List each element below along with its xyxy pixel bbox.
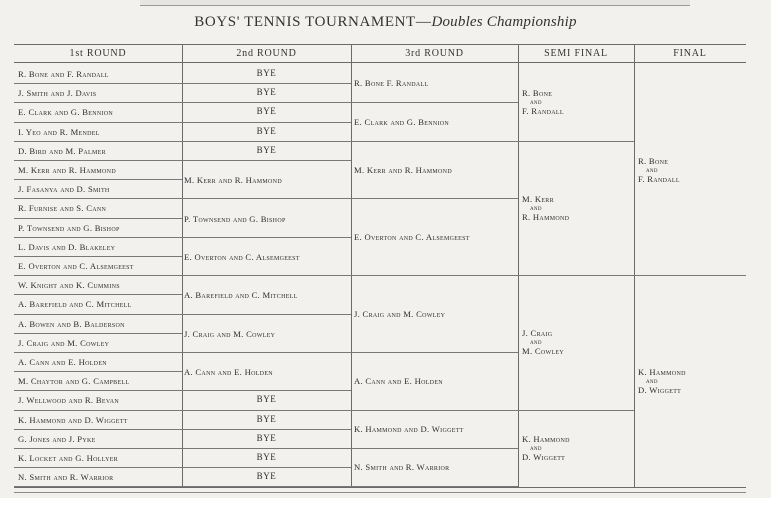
round-2-winner: M. Kerr and R. Hammond <box>184 175 282 185</box>
round-1-entry: E. Clark and G. Bennion <box>18 107 114 117</box>
semi-final-winner <box>522 434 632 462</box>
header-rule <box>14 62 746 63</box>
bracket-rule <box>518 141 634 142</box>
player-name: D. Wiggett <box>522 452 566 462</box>
round-3-winner: E. Clark and G. Bennion <box>354 117 450 127</box>
bracket-rule <box>14 486 182 487</box>
semi-final-winner <box>522 194 632 222</box>
round-3-winner: M. Kerr and R. Hammond <box>354 165 452 175</box>
round-1-entry: E. Overton and C. Alsemgeest <box>18 261 134 271</box>
round-2-bye: BYE <box>256 433 277 443</box>
round-1-entry: W. Knight and K. Cummins <box>18 280 120 290</box>
bracket-rule <box>351 198 518 199</box>
round-1-entry: N. Smith and R. Warrior <box>18 472 114 482</box>
player-name: D. Wiggett <box>638 385 682 395</box>
bracket-rule <box>518 275 634 276</box>
semi-final-winner <box>522 328 632 356</box>
bracket-rule <box>634 275 746 276</box>
bracket-rule <box>351 410 518 411</box>
bracket-rule <box>14 218 182 219</box>
bracket-rule <box>182 237 351 238</box>
round-1-entry: J. Fasanya and D. Smith <box>18 184 110 194</box>
player-name: J. Craig <box>522 328 553 338</box>
bracket-rule <box>14 429 182 430</box>
title-dash: — <box>415 14 432 30</box>
column-divider <box>182 45 183 487</box>
bracket-rule <box>14 371 182 372</box>
round-1-entry: A. Barefield and C. Mitchell <box>18 299 132 309</box>
bracket-rule <box>14 102 182 103</box>
round-2-winner: A. Barefield and C. Mitchell <box>184 290 298 300</box>
column-divider <box>518 45 519 487</box>
round-1-entry: I. Yeo and R. Mendel <box>18 127 100 137</box>
bracket-rule <box>182 410 351 411</box>
bracket-rule <box>182 352 351 353</box>
round-2-bye: BYE <box>256 126 277 136</box>
semi-final-winner <box>522 88 632 116</box>
bracket-rule <box>182 448 351 449</box>
column-divider <box>634 45 635 487</box>
bracket-rule <box>182 467 351 468</box>
title-main: BOYS' TENNIS TOURNAMENT <box>194 14 416 30</box>
round-2-winner: J. Craig and M. Cowley <box>184 329 276 339</box>
player-name: K. Hammond <box>522 434 570 444</box>
final-winner <box>638 367 744 395</box>
and-word: and <box>646 165 658 174</box>
round-1-entry: M. Kerr and R. Hammond <box>18 165 116 175</box>
bracket-rule <box>182 486 351 487</box>
bracket-rule <box>351 486 518 487</box>
bracket-rule <box>14 467 182 468</box>
bracket-rule <box>182 141 351 142</box>
bracket-rule <box>14 198 182 199</box>
round-1-entry: M. Chaytor and G. Campbell <box>18 376 130 386</box>
round-2-bye: BYE <box>256 106 277 116</box>
and-word: and <box>530 443 542 452</box>
bracket-rule <box>14 237 182 238</box>
and-word: and <box>646 376 658 385</box>
header-final: FINAL <box>673 48 707 59</box>
player-name: F. Randall <box>522 106 564 116</box>
bracket-rule <box>14 333 182 334</box>
round-1-entry: A. Bowen and B. Balderson <box>18 319 125 329</box>
round-3-winner: J. Craig and M. Cowley <box>354 309 446 319</box>
and-word: and <box>530 203 542 212</box>
player-name: R. Bone <box>522 88 553 98</box>
round-1-entry: R. Furnise and S. Cann <box>18 203 107 213</box>
round-2-bye: BYE <box>256 394 277 404</box>
round-1-entry: J. Wellwood and R. Bevan <box>18 395 119 405</box>
player-name: M. Cowley <box>522 346 565 356</box>
bracket-rule <box>182 122 351 123</box>
bottom-rule <box>14 492 746 493</box>
bracket-rule <box>182 429 351 430</box>
round-1-entry: J. Craig and M. Cowley <box>18 338 110 348</box>
round-2-winner: E. Overton and C. Alsemgeest <box>184 252 300 262</box>
title-subtitle: Doubles Championship <box>431 14 577 30</box>
bracket-rule <box>351 102 518 103</box>
bracket-rule <box>182 314 351 315</box>
round-2-winner: P. Townsend and G. Bishop <box>184 214 286 224</box>
player-name: F. Randall <box>638 174 680 184</box>
previous-page-edge <box>140 0 690 6</box>
bracket-rule <box>518 410 634 411</box>
round-2-bye: BYE <box>256 452 277 462</box>
bracket-rule <box>182 102 351 103</box>
round-2-bye: BYE <box>256 414 277 424</box>
bracket-rule <box>182 160 351 161</box>
bracket-rule <box>14 390 182 391</box>
round-1-entry: J. Smith and J. Davis <box>18 88 97 98</box>
round-1-entry: D. Bird and M. Palmer <box>18 146 106 156</box>
round-1-entry: R. Bone and F. Randall <box>18 69 109 79</box>
round-2-bye: BYE <box>256 145 277 155</box>
bracket-rule <box>182 390 351 391</box>
player-name: R. Bone <box>638 156 669 166</box>
bracket-rule <box>14 179 182 180</box>
round-2-bye: BYE <box>256 68 277 78</box>
round-3-winner: K. Hammond and D. Wiggett <box>354 424 464 434</box>
round-2-winner: A. Cann and E. Holden <box>184 367 273 377</box>
round-3-winner: N. Smith and R. Warrior <box>354 462 450 472</box>
round-1-entry: P. Townsend and G. Bishop <box>18 223 120 233</box>
round-1-entry: G. Jones and J. Pyke <box>18 434 96 444</box>
bracket-rule <box>351 141 518 142</box>
round-3-winner: R. Bone F. Randall <box>354 78 429 88</box>
bracket-rule <box>14 83 182 84</box>
round-1-entry: L. Davis and D. Blakeley <box>18 242 116 252</box>
bracket-rule <box>351 448 518 449</box>
and-word: and <box>530 97 542 106</box>
player-name: K. Hammond <box>638 367 686 377</box>
header-round-1: 1st ROUND <box>69 48 127 59</box>
bracket-rule <box>14 352 182 353</box>
bracket-rule <box>14 141 182 142</box>
bracket-rule <box>14 275 182 276</box>
tournament-bracket <box>14 44 746 488</box>
header-round-3: 3rd ROUND <box>405 48 464 59</box>
bracket-rule <box>14 160 182 161</box>
bracket-rule <box>14 314 182 315</box>
round-2-bye: BYE <box>256 87 277 97</box>
page-margin <box>0 498 771 522</box>
bracket-rule <box>14 294 182 295</box>
page-title <box>0 14 771 31</box>
bracket-rule <box>351 275 518 276</box>
header-round-2: 2nd ROUND <box>236 48 297 59</box>
bracket-rule <box>14 448 182 449</box>
round-3-winner: A. Cann and E. Holden <box>354 376 443 386</box>
final-winner <box>638 156 744 184</box>
bracket-rule <box>14 410 182 411</box>
player-name: M. Kerr <box>522 194 554 204</box>
round-1-entry: K. Hammond and D. Wiggett <box>18 415 128 425</box>
bracket-rule <box>182 83 351 84</box>
round-1-entry: K. Locket and G. Hollyer <box>18 453 119 463</box>
bracket-rule <box>14 256 182 257</box>
bracket-rule <box>14 122 182 123</box>
round-2-bye: BYE <box>256 471 277 481</box>
bracket-rule <box>182 198 351 199</box>
bracket-rule <box>182 275 351 276</box>
bracket-rule <box>351 352 518 353</box>
round-1-entry: A. Cann and E. Holden <box>18 357 107 367</box>
and-word: and <box>530 337 542 346</box>
header-semi-final: SEMI FINAL <box>544 48 608 59</box>
round-3-winner: E. Overton and C. Alsemgeest <box>354 232 470 242</box>
player-name: R. Hammond <box>522 212 570 222</box>
column-divider <box>351 45 352 487</box>
